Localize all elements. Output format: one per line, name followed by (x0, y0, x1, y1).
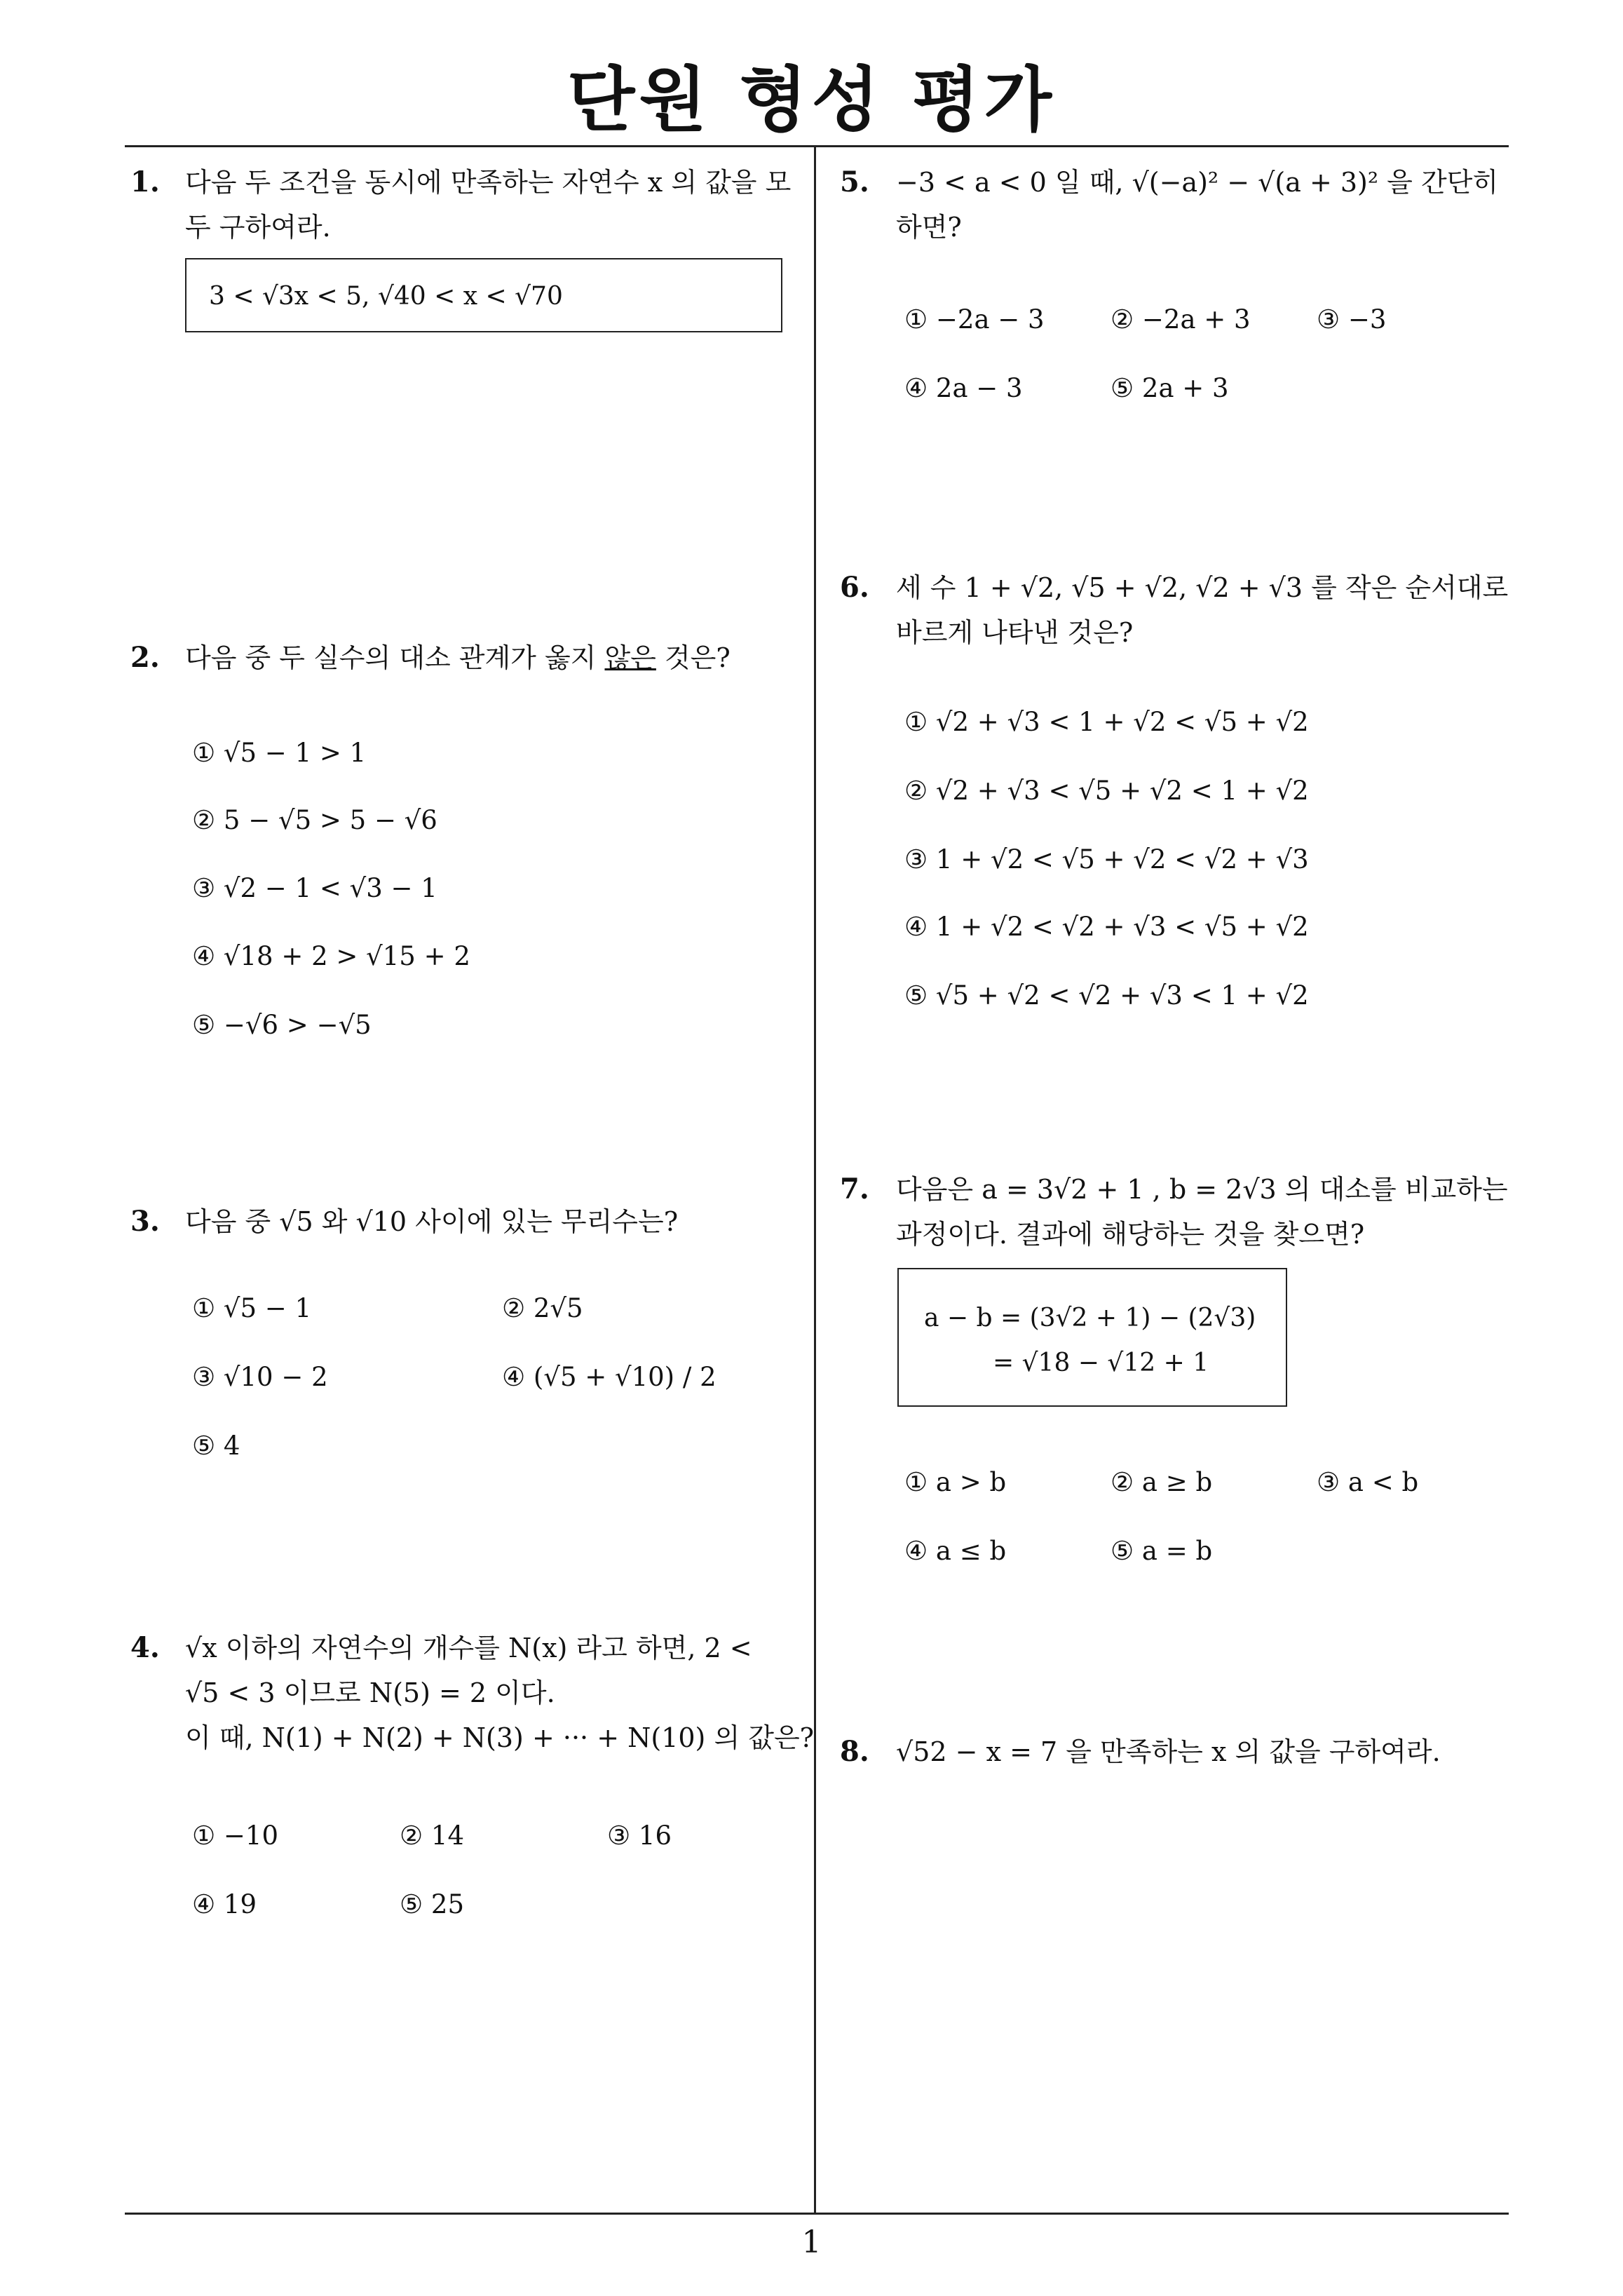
question-text-line: 다음은 a = 3√2 + 1 , b = 2√3 의 대소를 비교하는 (896, 1174, 1508, 1205)
page-title: 단원 형성 평가 (566, 59, 1057, 141)
question-number: 7. (840, 1173, 869, 1206)
answer-option: ① √2 + √3 < 1 + √2 < √5 + √2 (904, 707, 1309, 737)
question-text-line: 세 수 1 + √2, √5 + √2, √2 + √3 를 작은 순서대로 (896, 572, 1509, 603)
answer-option: ⑤ √5 + √2 < √2 + √3 < 1 + √2 (904, 980, 1309, 1011)
question-text (185, 1626, 814, 1760)
title-divider (125, 145, 1509, 147)
answer-option: ④ (√5 + √10) / 2 (502, 1362, 717, 1392)
process-line: = √18 − √12 + 1 (993, 1349, 1209, 1377)
footer-divider (125, 2213, 1509, 2215)
answer-option: ① √5 − 1 (192, 1293, 312, 1323)
question-text-line (185, 635, 731, 680)
process-line: a − b = (3√2 + 1) − (2√3) (924, 1304, 1256, 1332)
question-text-line: √5 < 3 이므로 N(5) = 2 이다. (185, 1677, 555, 1708)
condition-box: 3 < √3x < 5, √40 < x < √70 (185, 258, 782, 332)
question-number: 1. (130, 166, 160, 198)
answer-option: ① a > b (904, 1467, 1007, 1497)
question-text (185, 1199, 678, 1244)
question-text-part: 것은? (656, 642, 731, 673)
question-text-line: 바르게 나타낸 것은? (896, 617, 1134, 648)
question-8 (840, 1729, 1513, 1799)
question-text-part: 다음 중 두 실수의 대소 관계가 옳지 (185, 642, 605, 673)
question-7 (840, 1167, 1513, 1588)
question-number: 2. (130, 641, 160, 674)
question-number: 3. (130, 1205, 160, 1238)
question-text-line: 과정이다. 결과에 해당하는 것을 찾으면? (896, 1219, 1365, 1250)
answer-option: ④ √18 + 2 > √15 + 2 (192, 941, 470, 971)
answer-option: ④ 19 (192, 1889, 257, 1919)
question-1 (130, 160, 803, 482)
answer-option: ⑤ 4 (192, 1431, 240, 1461)
question-text (896, 160, 1498, 250)
answer-option: ③ 16 (607, 1821, 672, 1851)
question-text-line: 하면? (896, 212, 962, 243)
question-text-line: −3 < a < 0 일 때, √(−a)² − √(a + 3)² 을 간단히 (896, 167, 1499, 198)
question-6 (840, 565, 1513, 1014)
answer-option: ③ −3 (1317, 304, 1387, 335)
answer-option: ② √2 + √3 < √5 + √2 < 1 + √2 (904, 776, 1309, 806)
answer-option: ⑤ −√6 > −√5 (192, 1010, 372, 1040)
answer-option: ③ √2 − 1 < √3 − 1 (192, 873, 437, 903)
question-text (896, 1729, 1441, 1774)
emphasis-underline: 않은 (604, 642, 656, 673)
answer-option: ⑤ 2a + 3 (1111, 373, 1229, 403)
question-number: 6. (840, 571, 869, 604)
answer-option: ② 2√5 (502, 1293, 583, 1323)
process-box (897, 1268, 1287, 1407)
question-text (185, 160, 791, 250)
question-4 (130, 1626, 815, 1934)
answer-option: ② −2a + 3 (1111, 304, 1251, 335)
question-text-line: √x 이하의 자연수의 개수를 N(x) 라고 하면, 2 < (185, 1633, 752, 1663)
answer-option: ⑤ a = b (1111, 1536, 1213, 1566)
question-text (896, 565, 1508, 655)
question-text-line: 이 때, N(1) + N(2) + N(3) + ··· + N(10) 의 값은? (185, 1722, 815, 1753)
answer-option: ③ √10 − 2 (192, 1362, 328, 1392)
answer-option: ⑤ 25 (400, 1889, 465, 1919)
question-number: 4. (130, 1631, 160, 1664)
question-2 (130, 635, 803, 1056)
answer-option: ② a ≥ b (1111, 1467, 1213, 1497)
question-number: 8. (840, 1735, 869, 1768)
answer-option: ① √5 − 1 > 1 (192, 738, 367, 768)
answer-option: ② 14 (400, 1821, 465, 1851)
question-3 (130, 1199, 803, 1480)
question-text-line: 두 구하여라. (185, 212, 331, 243)
answer-option: ② 5 − √5 > 5 − √6 (192, 805, 437, 835)
answer-option: ④ 2a − 3 (904, 373, 1023, 403)
answer-option: ③ 1 + √2 < √5 + √2 < √2 + √3 (904, 844, 1309, 874)
column-divider (814, 145, 816, 2213)
page-number: 1 (801, 2224, 822, 2260)
question-5 (840, 160, 1513, 440)
answer-option: ④ 1 + √2 < √2 + √3 < √5 + √2 (904, 912, 1309, 942)
question-text (896, 1167, 1508, 1257)
answer-option: ① −2a − 3 (904, 304, 1045, 335)
question-text-line: 다음 두 조건을 동시에 만족하는 자연수 x 의 값을 모 (185, 167, 792, 198)
question-text-line: √52 − x = 7 을 만족하는 x 의 값을 구하여라. (896, 1736, 1441, 1767)
answer-option: ① −10 (192, 1821, 279, 1851)
question-text-line: 다음 중 √5 와 √10 사이에 있는 무리수는? (185, 1206, 679, 1237)
question-text (185, 635, 731, 680)
answer-option: ③ a < b (1317, 1467, 1419, 1497)
answer-option: ④ a ≤ b (904, 1536, 1007, 1566)
question-number: 5. (840, 166, 869, 198)
